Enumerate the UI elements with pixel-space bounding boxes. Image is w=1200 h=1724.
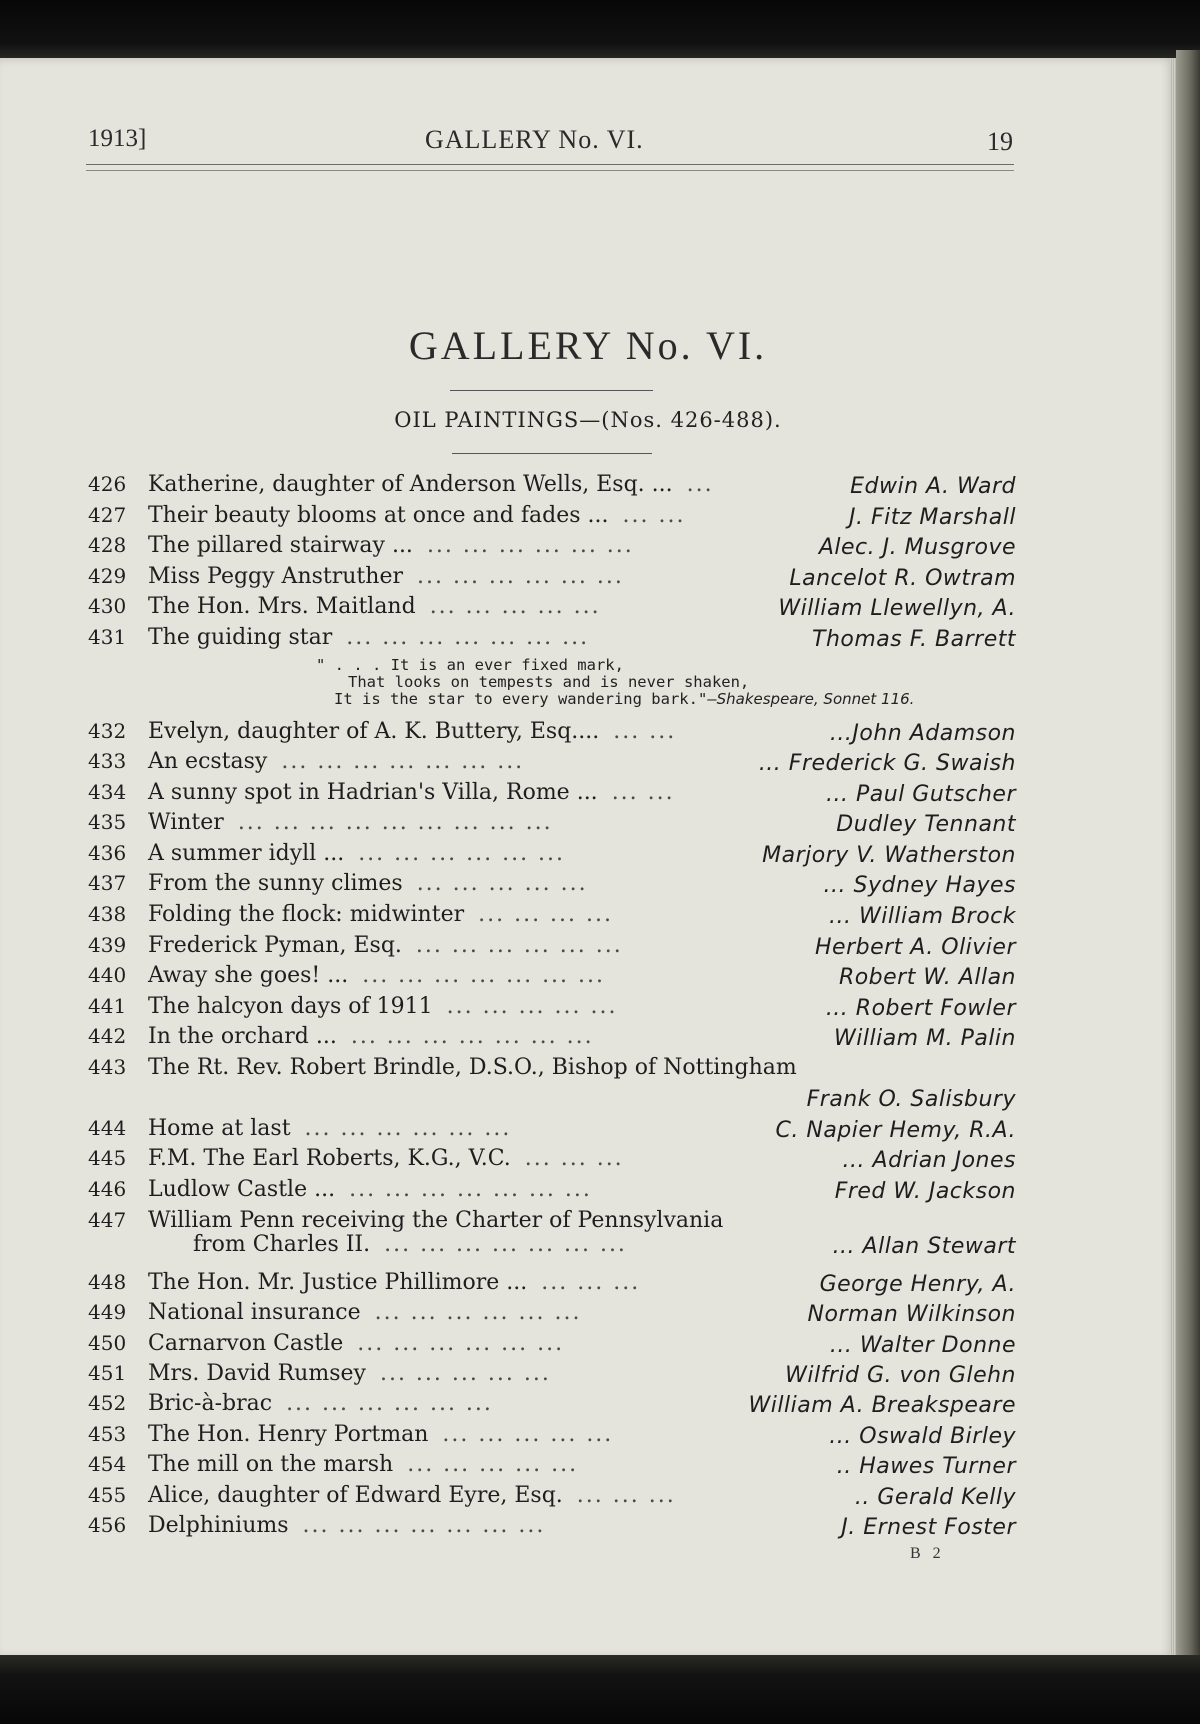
entry-artist: Thomas F. Barrett bbox=[812, 627, 1016, 652]
entry-title-text: William Penn receiving the Charter of Pennsylvania bbox=[148, 1208, 724, 1233]
entry-number: 434 bbox=[88, 780, 127, 804]
entry-title-text: The guiding star bbox=[148, 625, 333, 650]
leader-dots: ... ... ... bbox=[576, 1483, 676, 1508]
entry-title bbox=[148, 1177, 592, 1202]
entry-artist: ...John Adamson bbox=[829, 721, 1016, 746]
catalogue-entry bbox=[0, 810, 1176, 840]
entry-artist: ... Allan Stewart bbox=[832, 1234, 1016, 1259]
catalogue-entry bbox=[0, 1055, 1176, 1112]
catalogue-entry bbox=[0, 1146, 1176, 1176]
entry-title bbox=[148, 1391, 493, 1416]
leader-dots: ... ... ... ... ... ... bbox=[358, 841, 566, 866]
entry-number: 439 bbox=[88, 933, 127, 957]
catalogue-entry bbox=[0, 533, 1176, 563]
leader-dots: ... ... ... ... ... ... ... bbox=[350, 1024, 594, 1049]
entry-artist: Norman Wilkinson bbox=[807, 1302, 1016, 1327]
entry-title-text: From the sunny climes bbox=[148, 871, 403, 896]
entry-title bbox=[148, 1024, 594, 1049]
catalogue-entry bbox=[0, 1024, 1176, 1054]
quotation-citation: Shakespeare, Sonnet 116. bbox=[716, 690, 915, 708]
entry-title bbox=[148, 564, 624, 589]
entry-number: 432 bbox=[88, 719, 127, 743]
entry-title bbox=[148, 1208, 723, 1233]
entry-title-text: Delphiniums bbox=[148, 1513, 289, 1538]
entry-title-text: Carnarvon Castle bbox=[148, 1331, 344, 1356]
catalogue-entry bbox=[0, 841, 1176, 871]
entry-title-text: Miss Peggy Anstruther bbox=[148, 564, 403, 589]
entry-title-text: Ludlow Castle ... bbox=[148, 1177, 336, 1202]
catalogue-entry bbox=[0, 749, 1176, 779]
leader-dots: ... ... ... ... ... ... bbox=[415, 933, 623, 958]
leader-dots: ... ... ... ... ... ... ... bbox=[281, 749, 525, 774]
entry-artist: George Henry, A. bbox=[819, 1272, 1016, 1297]
entry-number: 451 bbox=[88, 1361, 127, 1385]
page-number: 19 bbox=[987, 127, 1013, 156]
entry-artist: J. Ernest Foster bbox=[841, 1515, 1016, 1540]
entry-title bbox=[148, 810, 553, 835]
catalogue-entry bbox=[0, 1422, 1176, 1452]
entry-artist: Edwin A. Ward bbox=[850, 474, 1016, 499]
catalogue-entry bbox=[0, 780, 1176, 810]
catalogue-entry bbox=[0, 472, 1176, 502]
leader-dots: ... ... ... ... ... ... bbox=[286, 1391, 493, 1416]
entry-title bbox=[148, 963, 605, 988]
entry-title bbox=[148, 625, 589, 650]
entry-title bbox=[148, 1300, 581, 1325]
leader-dots: ... ... ... ... ... ... ... bbox=[349, 1177, 592, 1202]
entry-title bbox=[148, 1452, 578, 1477]
entry-title bbox=[148, 994, 618, 1019]
entry-title-text: The pillared stairway ... bbox=[148, 533, 413, 558]
leader-dots: ... ... ... ... ... ... bbox=[416, 564, 624, 589]
quotation-line-2: That looks on tempests and is never shaken, bbox=[348, 673, 750, 691]
quotation-line-3 bbox=[334, 690, 914, 708]
entry-title bbox=[148, 871, 588, 896]
entry-title bbox=[148, 1422, 613, 1447]
catalogue-entry bbox=[0, 963, 1176, 993]
entry-artist: Lancelot R. Owtram bbox=[789, 566, 1016, 591]
entry-title bbox=[148, 472, 714, 497]
catalogue-entry bbox=[0, 1452, 1176, 1482]
entry-title bbox=[148, 503, 685, 528]
leader-dots: ... ... ... ... ... ... bbox=[357, 1331, 565, 1356]
entry-title-text: Evelyn, daughter of A. K. Buttery, Esq.... bbox=[148, 719, 600, 744]
entry-artist: ... Oswald Birley bbox=[829, 1424, 1016, 1449]
entry-title-text: Katherine, daughter of Anderson Wells, Esq. ... bbox=[148, 472, 673, 497]
entry-number: 430 bbox=[88, 594, 127, 618]
catalogue-entry bbox=[0, 871, 1176, 901]
entry-number: 435 bbox=[88, 810, 127, 834]
leader-dots: ... ... ... ... ... ... bbox=[426, 533, 634, 558]
binding-bottom-edge bbox=[0, 1655, 1200, 1724]
entry-title-text: Bric-à-brac bbox=[148, 1391, 273, 1416]
entry-title bbox=[148, 1331, 564, 1356]
entry-title bbox=[148, 1146, 624, 1171]
entry-number: 428 bbox=[88, 533, 127, 557]
entry-title bbox=[148, 1116, 511, 1141]
catalogue-entry bbox=[0, 1116, 1176, 1146]
entry-artist: William Llewellyn, A. bbox=[778, 596, 1016, 621]
entry-title-text: The Hon. Mrs. Maitland bbox=[148, 594, 416, 619]
leader-dots: ... ... bbox=[611, 780, 675, 805]
entry-artist: Fred W. Jackson bbox=[834, 1179, 1016, 1204]
entry-number: 440 bbox=[88, 963, 127, 987]
catalogue-entry bbox=[0, 933, 1176, 963]
catalogue-entry bbox=[0, 1483, 1176, 1513]
catalogue-entry bbox=[0, 1270, 1176, 1300]
leader-dots: ... ... ... ... ... bbox=[446, 994, 618, 1019]
entry-artist: C. Napier Hemy, R.A. bbox=[775, 1118, 1016, 1143]
entry-number: 445 bbox=[88, 1146, 127, 1170]
entry-artist: William M. Palin bbox=[834, 1026, 1016, 1051]
entry-artist: ... Adrian Jones bbox=[842, 1148, 1016, 1173]
entry-title bbox=[148, 594, 601, 619]
section-rule bbox=[452, 453, 652, 454]
entry-number: 447 bbox=[88, 1208, 127, 1232]
entry-title bbox=[148, 902, 613, 927]
entry-number: 453 bbox=[88, 1422, 127, 1446]
entry-number: 441 bbox=[88, 994, 127, 1018]
entry-number: 427 bbox=[88, 503, 127, 527]
entry-artist: .. Gerald Kelly bbox=[854, 1485, 1016, 1510]
entry-artist: ... Frederick G. Swaish bbox=[758, 751, 1016, 776]
leader-dots: ... ... ... ... ... ... ... bbox=[384, 1232, 627, 1257]
entry-artist: ... William Brock bbox=[828, 904, 1016, 929]
entry-number: 442 bbox=[88, 1024, 127, 1048]
leader-dots: ... ... ... ... ... ... ... bbox=[362, 963, 606, 988]
leader-dots: ... ... ... ... ... bbox=[407, 1452, 579, 1477]
entry-title-text: National insurance bbox=[148, 1300, 361, 1325]
entry-artist: ... Sydney Hayes bbox=[823, 873, 1016, 898]
catalogue-entry bbox=[0, 1208, 1176, 1259]
entry-artist: ... Robert Fowler bbox=[825, 996, 1016, 1021]
entry-number: 429 bbox=[88, 564, 127, 588]
entry-artist: Herbert A. Olivier bbox=[815, 935, 1016, 960]
catalogue-entry bbox=[0, 1513, 1176, 1543]
title-rule bbox=[450, 390, 653, 391]
entry-title-text: The Rt. Rev. Robert Brindle, D.S.O., Bishop of Nottingham bbox=[148, 1055, 797, 1080]
entry-title-text: The halcyon days of 1911 bbox=[148, 994, 433, 1019]
entry-title-text: Alice, daughter of Edward Eyre, Esq. bbox=[148, 1483, 563, 1508]
gallery-title: GALLERY No. VI. bbox=[408, 323, 768, 368]
running-head-title: GALLERY No. VI. bbox=[425, 125, 644, 154]
entry-artist: J. Fitz Marshall bbox=[848, 505, 1016, 530]
entry-title-text: The Hon. Mr. Justice Phillimore ... bbox=[148, 1270, 528, 1295]
entry-artist: Marjory V. Watherston bbox=[762, 843, 1016, 868]
entry-artist: Dudley Tennant bbox=[836, 812, 1016, 837]
quotation-text: It is the star to every wandering bark."— bbox=[334, 690, 717, 708]
entry-title bbox=[148, 749, 524, 774]
binding-top-edge bbox=[0, 0, 1200, 62]
entry-number: 444 bbox=[88, 1116, 127, 1140]
entry-title-text: The Hon. Henry Portman bbox=[148, 1422, 429, 1447]
entry-title bbox=[148, 533, 634, 558]
entry-title-text: A sunny spot in Hadrian's Villa, Rome ... bbox=[148, 780, 598, 805]
entry-title-continuation-text: from Charles II. bbox=[193, 1232, 371, 1257]
entry-number: 446 bbox=[88, 1177, 127, 1201]
entry-title bbox=[148, 1483, 676, 1508]
leader-dots: ... ... bbox=[613, 719, 677, 744]
entry-artist: Frank O. Salisbury bbox=[806, 1087, 1016, 1112]
entry-title-text: A summer idyll ... bbox=[148, 841, 345, 866]
running-head-year: 1913] bbox=[88, 125, 147, 152]
catalogue-entry bbox=[0, 902, 1176, 932]
entry-number: 449 bbox=[88, 1300, 127, 1324]
entry-number: 452 bbox=[88, 1391, 127, 1415]
entry-number: 437 bbox=[88, 871, 127, 895]
catalogue-entry bbox=[0, 1300, 1176, 1330]
entry-artist: Robert W. Allan bbox=[838, 965, 1016, 990]
entry-title-text: Home at last bbox=[148, 1116, 291, 1141]
entry-title-text: In the orchard ... bbox=[148, 1024, 337, 1049]
entry-title-text: Folding the flock: midwinter bbox=[148, 902, 465, 927]
catalogue-entry bbox=[0, 994, 1176, 1024]
catalogue-entry bbox=[0, 1331, 1176, 1361]
entry-title bbox=[148, 841, 565, 866]
section-heading: OIL PAINTINGS—(Nos. 426-488). bbox=[394, 408, 782, 432]
entry-artist: ... Paul Gutscher bbox=[826, 782, 1016, 807]
entry-number: 438 bbox=[88, 902, 127, 926]
leader-dots: ... ... ... bbox=[524, 1146, 624, 1171]
catalogue-entry bbox=[0, 625, 1176, 655]
entry-number: 436 bbox=[88, 841, 127, 865]
leader-dots: ... ... ... ... ... ... bbox=[304, 1116, 512, 1141]
signature-mark: B 2 bbox=[910, 1545, 945, 1562]
catalogue-entry bbox=[0, 503, 1176, 533]
entry-title bbox=[148, 1513, 545, 1538]
entry-title-text: Frederick Pyman, Esq. bbox=[148, 933, 402, 958]
leader-dots: ... ... ... ... bbox=[478, 902, 614, 927]
book-spine bbox=[1176, 50, 1200, 1665]
entry-number: 456 bbox=[88, 1513, 127, 1537]
entry-artist: Alec. J. Musgrove bbox=[818, 535, 1016, 560]
leader-dots: ... ... ... ... ... ... ... bbox=[346, 625, 590, 650]
catalogue-entry bbox=[0, 594, 1176, 624]
catalogue-entry bbox=[0, 1391, 1176, 1421]
entry-title bbox=[148, 1055, 797, 1080]
running-head bbox=[0, 125, 1176, 165]
entry-number: 431 bbox=[88, 625, 127, 649]
leader-dots: ... ... ... ... ... ... ... ... ... bbox=[237, 810, 553, 835]
leader-dots: ... ... ... bbox=[541, 1270, 641, 1295]
entry-title-text: An ecstasy bbox=[148, 749, 268, 774]
entry-title-text: Their beauty blooms at once and fades ... bbox=[148, 503, 609, 528]
leader-dots: ... ... ... ... ... ... ... bbox=[302, 1513, 546, 1538]
catalogue-entry bbox=[0, 564, 1176, 594]
leader-dots: ... ... ... ... ... bbox=[416, 871, 588, 896]
catalogue-entry bbox=[0, 1177, 1176, 1207]
entry-artist: Wilfrid G. von Glehn bbox=[785, 1363, 1016, 1388]
entry-title-text: Mrs. David Rumsey bbox=[148, 1361, 366, 1386]
entry-title-text: Winter bbox=[148, 810, 224, 835]
entry-title bbox=[148, 933, 623, 958]
entry-title-text: F.M. The Earl Roberts, K.G., V.C. bbox=[148, 1146, 511, 1171]
catalogue-entry bbox=[0, 719, 1176, 749]
quotation-line-1: " . . . It is an ever fixed mark, bbox=[316, 656, 624, 674]
entry-number: 450 bbox=[88, 1331, 127, 1355]
entry-title bbox=[148, 719, 676, 744]
leader-dots: ... ... bbox=[622, 503, 686, 528]
entry-number: 455 bbox=[88, 1483, 127, 1507]
entry-title-text: Away she goes! ... bbox=[148, 963, 349, 988]
entry-title bbox=[148, 1270, 640, 1295]
leader-dots: ... ... ... ... ... bbox=[442, 1422, 614, 1447]
leader-dots: ... ... ... ... ... bbox=[379, 1361, 551, 1386]
entry-number: 433 bbox=[88, 749, 127, 773]
entry-number: 426 bbox=[88, 472, 127, 496]
entry-number: 454 bbox=[88, 1452, 127, 1476]
catalogue-entry bbox=[0, 1361, 1176, 1391]
entry-title bbox=[148, 780, 675, 805]
entry-artist: .. Hawes Turner bbox=[836, 1454, 1016, 1479]
entry-title-text: The mill on the marsh bbox=[148, 1452, 394, 1477]
entry-number: 448 bbox=[88, 1270, 127, 1294]
entry-title bbox=[148, 1361, 551, 1386]
header-rule bbox=[86, 164, 1014, 171]
leader-dots: ... ... ... ... ... ... bbox=[374, 1300, 582, 1325]
entry-artist: William A. Breakspeare bbox=[748, 1393, 1016, 1418]
entry-title-continuation bbox=[193, 1232, 627, 1257]
entry-artist: ... Walter Donne bbox=[829, 1333, 1016, 1358]
leader-dots: ... ... ... ... ... bbox=[429, 594, 601, 619]
leader-dots: ... bbox=[686, 472, 714, 497]
entry-number: 443 bbox=[88, 1055, 127, 1079]
